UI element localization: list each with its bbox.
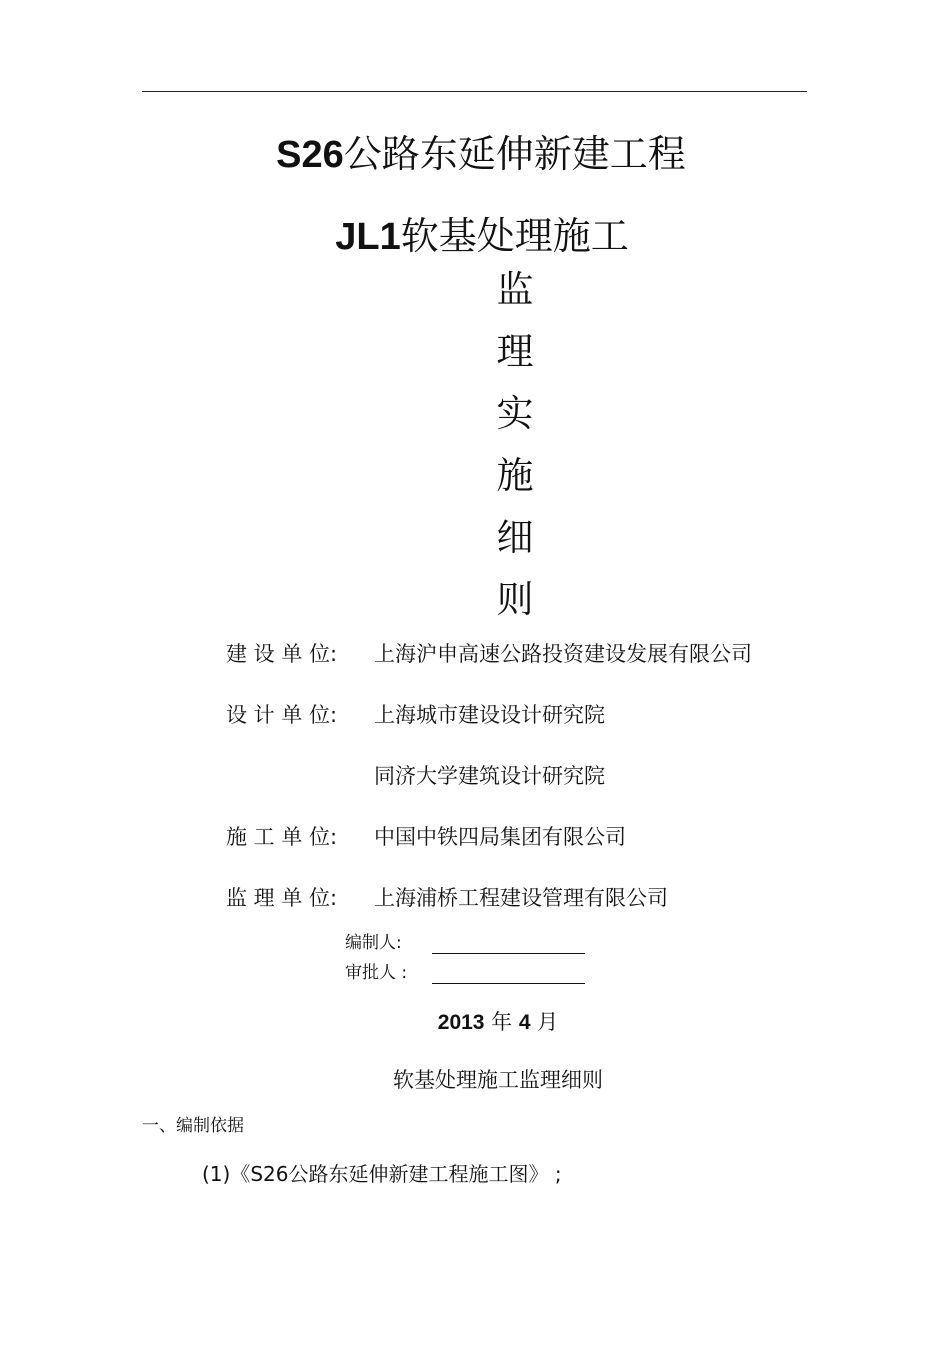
reference-end: ; bbox=[548, 1162, 562, 1186]
reference-code: S26 bbox=[250, 1162, 289, 1186]
date-month: 4 bbox=[518, 1011, 531, 1034]
vertical-title-char: 细 bbox=[496, 516, 534, 559]
section-heading: 一、编制依据 bbox=[142, 1116, 244, 1136]
vertical-title-char: 施 bbox=[496, 454, 534, 497]
designer-label: 设 计 单 位: bbox=[226, 703, 338, 727]
project-name: 公路东延伸新建工程 bbox=[343, 132, 686, 176]
designer-row bbox=[226, 701, 605, 729]
vertical-title-char: 监 bbox=[496, 268, 534, 311]
owner-label: 建 设 单 位: bbox=[226, 642, 338, 666]
vertical-title-char: 理 bbox=[496, 330, 534, 373]
supervisor-label: 监 理 单 位: bbox=[226, 886, 338, 910]
owner-row bbox=[226, 640, 752, 668]
section-title bbox=[0, 212, 950, 261]
section-name: 软基处理施工 bbox=[400, 214, 629, 258]
editor-signature-line bbox=[432, 953, 585, 954]
approver-label: 审批人 : bbox=[345, 963, 408, 983]
section-code: JL1 bbox=[335, 216, 401, 258]
reference-item bbox=[202, 1160, 562, 1188]
reference-text: 公路东延伸新建工程施工图》 bbox=[288, 1162, 549, 1186]
vertical-title-char: 实 bbox=[496, 392, 534, 435]
designer-row-2 bbox=[226, 762, 605, 790]
date-month-unit: 月 bbox=[537, 1010, 559, 1034]
project-title bbox=[0, 130, 950, 179]
reference-open: (1)《 bbox=[202, 1162, 251, 1186]
header-rule bbox=[142, 91, 807, 92]
editor-signature bbox=[345, 932, 402, 954]
supervisor-row bbox=[226, 884, 668, 912]
vertical-title-char: 则 bbox=[496, 578, 534, 621]
contractor-label: 施 工 单 位: bbox=[226, 825, 338, 849]
document-heading: 软基处理施工监理细则 bbox=[393, 1068, 603, 1092]
designer-value: 上海城市建设设计研究院 bbox=[374, 703, 605, 727]
document-date bbox=[0, 1008, 950, 1037]
date-year-unit: 年 bbox=[491, 1010, 513, 1034]
contractor-value: 中国中铁四局集团有限公司 bbox=[374, 825, 626, 849]
designer-value-2: 同济大学建筑设计研究院 bbox=[374, 764, 605, 788]
owner-value: 上海沪申高速公路投资建设发展有限公司 bbox=[374, 642, 752, 666]
project-code: S26 bbox=[276, 134, 344, 176]
approver-signature-line bbox=[432, 983, 585, 984]
supervisor-value: 上海浦桥工程建设管理有限公司 bbox=[374, 886, 668, 910]
contractor-row bbox=[226, 823, 626, 851]
date-year: 2013 bbox=[437, 1011, 485, 1034]
approver-signature bbox=[345, 962, 407, 984]
editor-label: 编制人: bbox=[345, 933, 402, 953]
